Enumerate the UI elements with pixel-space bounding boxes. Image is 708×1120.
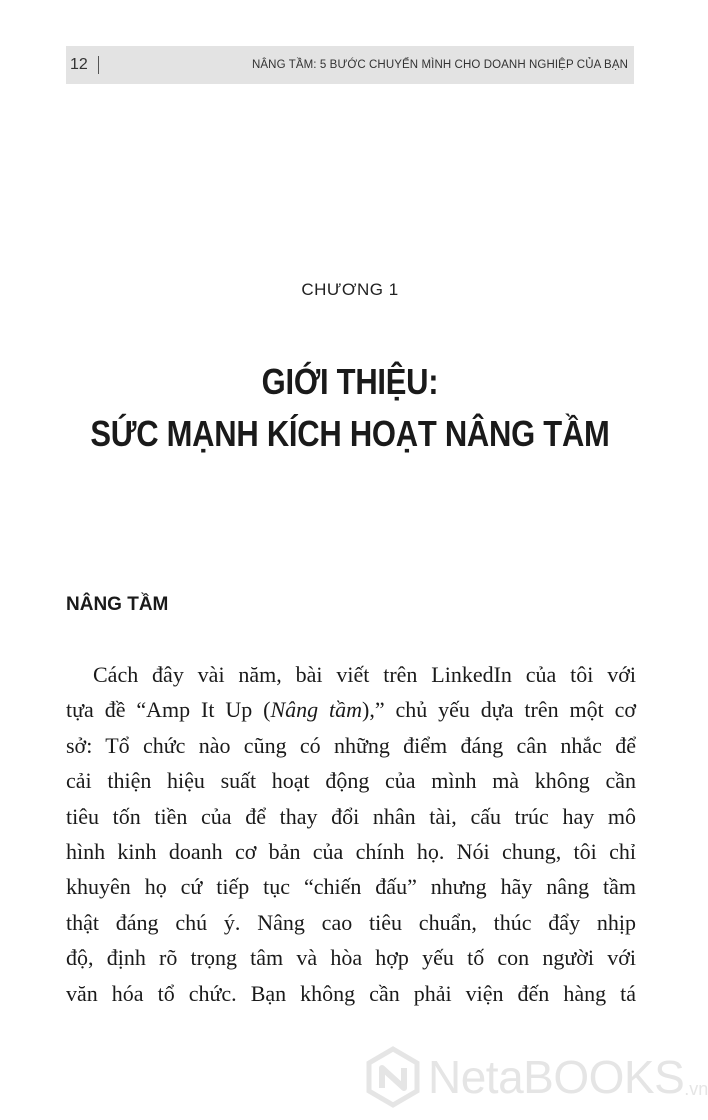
body-line: hình kinh doanh cơ bản của chính họ. Nói chung, tôi chỉ (66, 839, 636, 865)
page-number: 12 (70, 56, 88, 73)
watermark-brand: NetaBOOKS (428, 1051, 685, 1103)
running-header (66, 46, 634, 84)
chapter-label: CHƯƠNG 1 (301, 280, 399, 299)
chapter-title (49, 356, 651, 460)
chapter-title-line-1: GIỚI THIỆU: (261, 361, 439, 402)
body-line (66, 692, 636, 727)
body-paragraph (66, 657, 636, 1011)
body-line-part: ),” chủ yếu dựa trên một cơ (362, 697, 636, 723)
chapter-title-line-2: SỨC MẠNH KÍCH HOẠT NÂNG TẦM (90, 413, 610, 454)
emphasis-text: Nâng tầm (270, 697, 363, 723)
running-title: NÂNG TẦM: 5 BƯỚC CHUYỂN MÌNH CHO DOANH NGHIỆP CỦA BẠN (252, 59, 628, 71)
section-heading: NÂNG TẦM (66, 594, 169, 615)
body-line: cải thiện hiệu suất hoạt động của mình mà không cần (66, 768, 636, 794)
header-divider (98, 56, 99, 74)
body-line-part: tựa đề “Amp It Up ( (66, 697, 271, 723)
body-line: Cách đây vài năm, bài viết trên LinkedIn của tôi với (93, 662, 636, 687)
body-line: tiêu tốn tiền của để thay đổi nhân tài, cấu trúc hay mô (66, 803, 636, 829)
body-line: độ, định rõ trọng tâm và hòa hợp yếu tố con người với (66, 945, 636, 971)
body-line: khuyên họ cứ tiếp tục “chiến đấu” nhưng hãy nâng tầm (66, 874, 636, 900)
watermark (362, 1042, 708, 1112)
netabooks-logo-icon (362, 1046, 424, 1108)
body-line: sở: Tổ chức nào cũng có những điểm đáng cân nhắc để (66, 732, 636, 758)
watermark-suffix: .vn (684, 1079, 708, 1099)
body-line: văn hóa tổ chức. Bạn không cần phải viện đến hàng tá (66, 980, 636, 1006)
body-line: thật đáng chú ý. Nâng cao tiêu chuẩn, thúc đẩy nhịp (66, 909, 636, 935)
